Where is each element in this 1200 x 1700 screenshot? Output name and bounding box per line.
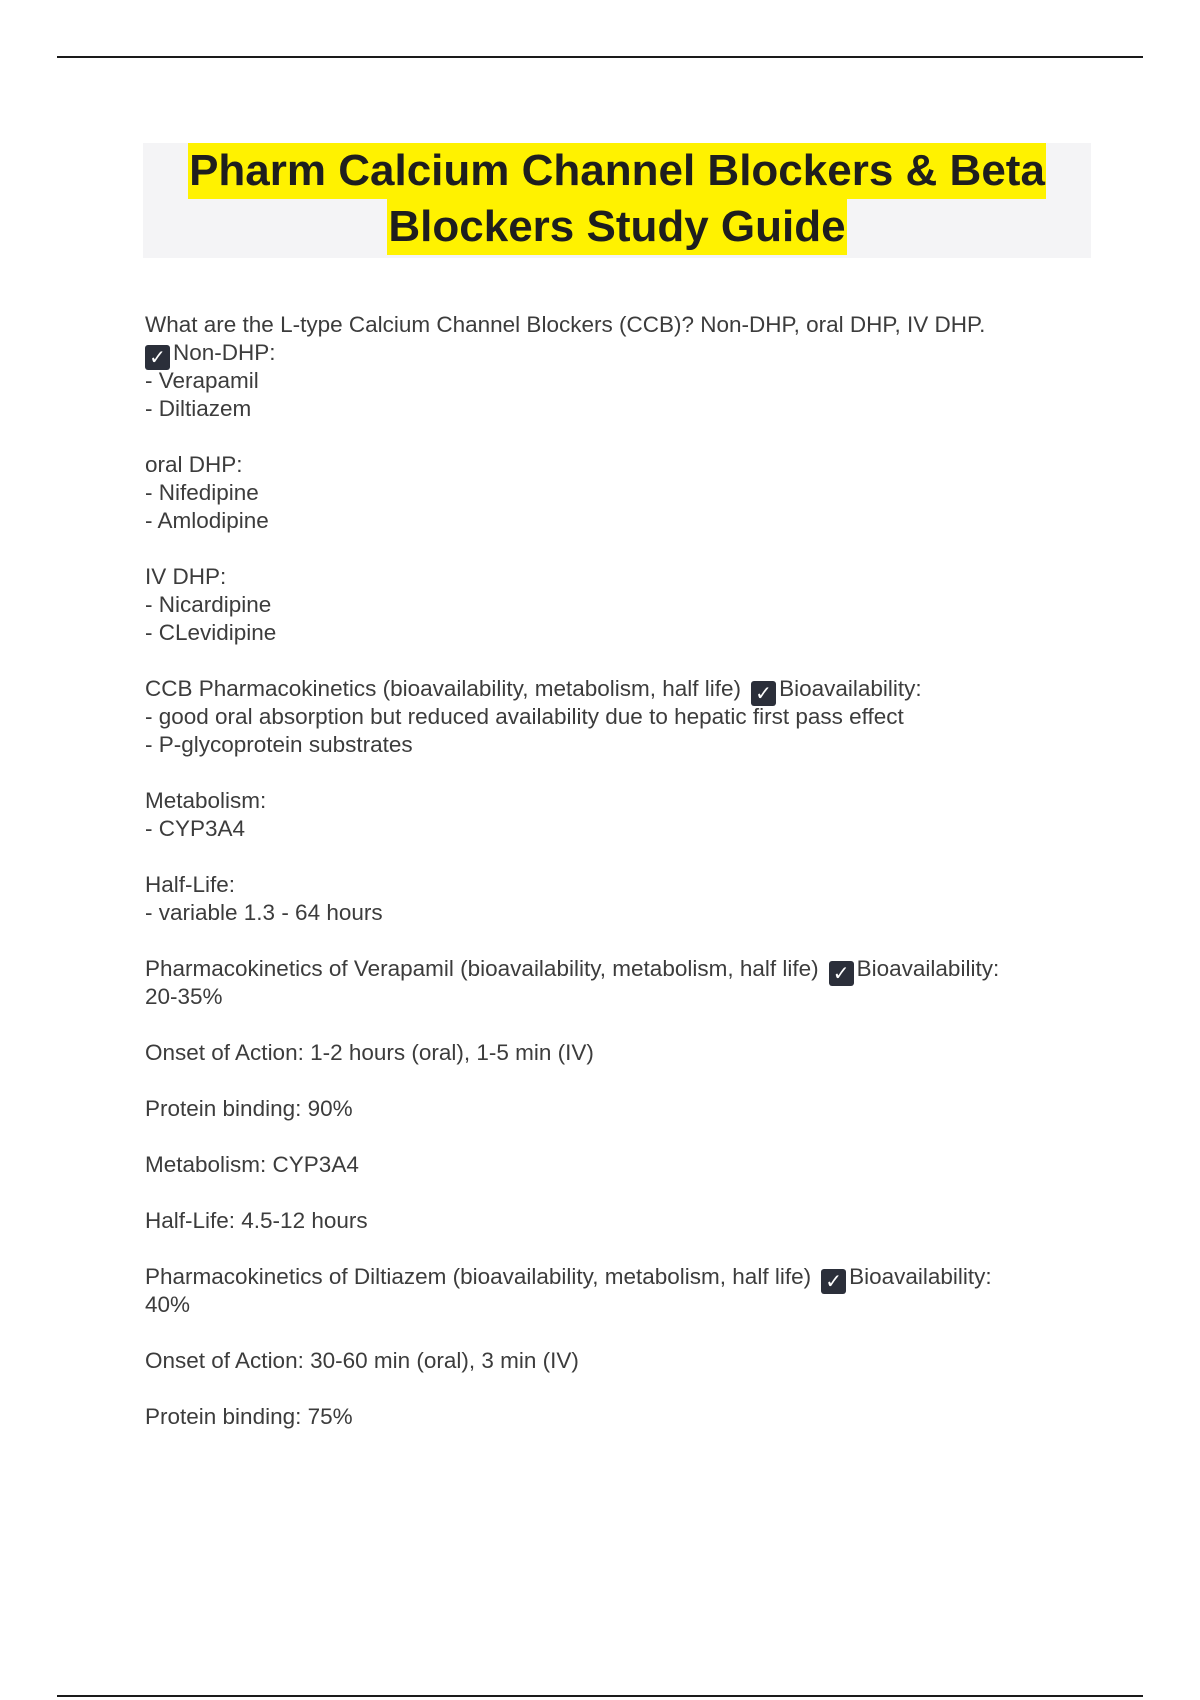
answer-start: [145, 339, 1075, 367]
question-line: [145, 1263, 1075, 1291]
check-box-icon: ✓: [751, 681, 776, 706]
subheading: Metabolism:: [145, 788, 267, 813]
answer-value: 20-35%: [145, 984, 223, 1009]
question-line: [145, 675, 1075, 703]
list-item: - Verapamil: [145, 368, 259, 393]
list-item: - CLevidipine: [145, 620, 277, 645]
protein-binding-text: Protein binding: 90%: [145, 1096, 353, 1121]
header-rule: [57, 56, 1143, 58]
answer-value: 40%: [145, 1292, 191, 1317]
list-item: - CYP3A4: [145, 816, 246, 841]
onset-text: Onset of Action: 1-2 hours (oral), 1-5 min (IV): [145, 1040, 594, 1065]
check-box-icon: ✓: [145, 345, 170, 370]
study-guide-content: [145, 311, 1075, 1431]
list-item: - P-glycoprotein substrates: [145, 732, 413, 757]
answer-label: Bioavailability:: [779, 676, 922, 701]
document-title-line-1: Pharm Calcium Channel Blockers & Beta: [188, 143, 1046, 199]
protein-binding-text: Protein binding: 75%: [145, 1404, 353, 1429]
subheading: Half-Life:: [145, 872, 236, 897]
list-item: - variable 1.3 - 64 hours: [145, 900, 383, 925]
list-item: - Nifedipine: [145, 480, 259, 505]
title-block: [143, 143, 1091, 258]
answer-label: Bioavailability:: [849, 1264, 992, 1289]
document-title-line-2: Blockers Study Guide: [387, 199, 846, 255]
answer-label: Non-DHP:: [173, 340, 276, 365]
list-item: - good oral absorption but reduced availability due to hepatic first pass effect: [145, 704, 904, 729]
question-text: Pharmacokinetics of Verapamil (bioavailability, metabolism, half life): [145, 956, 819, 981]
list-item: - Diltiazem: [145, 396, 252, 421]
question-text: CCB Pharmacokinetics (bioavailability, metabolism, half life): [145, 676, 742, 701]
onset-text: Onset of Action: 30-60 min (oral), 3 min (IV): [145, 1348, 579, 1373]
answer-label: Bioavailability:: [856, 956, 1000, 981]
subheading: oral DHP:: [145, 452, 243, 477]
question-text: Pharmacokinetics of Diltiazem (bioavailability, metabolism, half life): [145, 1264, 812, 1289]
list-item: - Nicardipine: [145, 592, 272, 617]
check-box-icon: ✓: [829, 961, 854, 986]
question-text: What are the L-type Calcium Channel Blockers (CCB)? Non-DHP, oral DHP, IV DHP.: [145, 312, 986, 337]
check-box-icon: ✓: [821, 1269, 846, 1294]
footer-rule: [57, 1695, 1143, 1697]
half-life-text: Half-Life: 4.5-12 hours: [145, 1208, 368, 1233]
question-line: [145, 955, 1075, 983]
subheading: IV DHP:: [145, 564, 227, 589]
metabolism-text: Metabolism: CYP3A4: [145, 1152, 359, 1177]
list-item: - Amlodipine: [145, 508, 269, 533]
